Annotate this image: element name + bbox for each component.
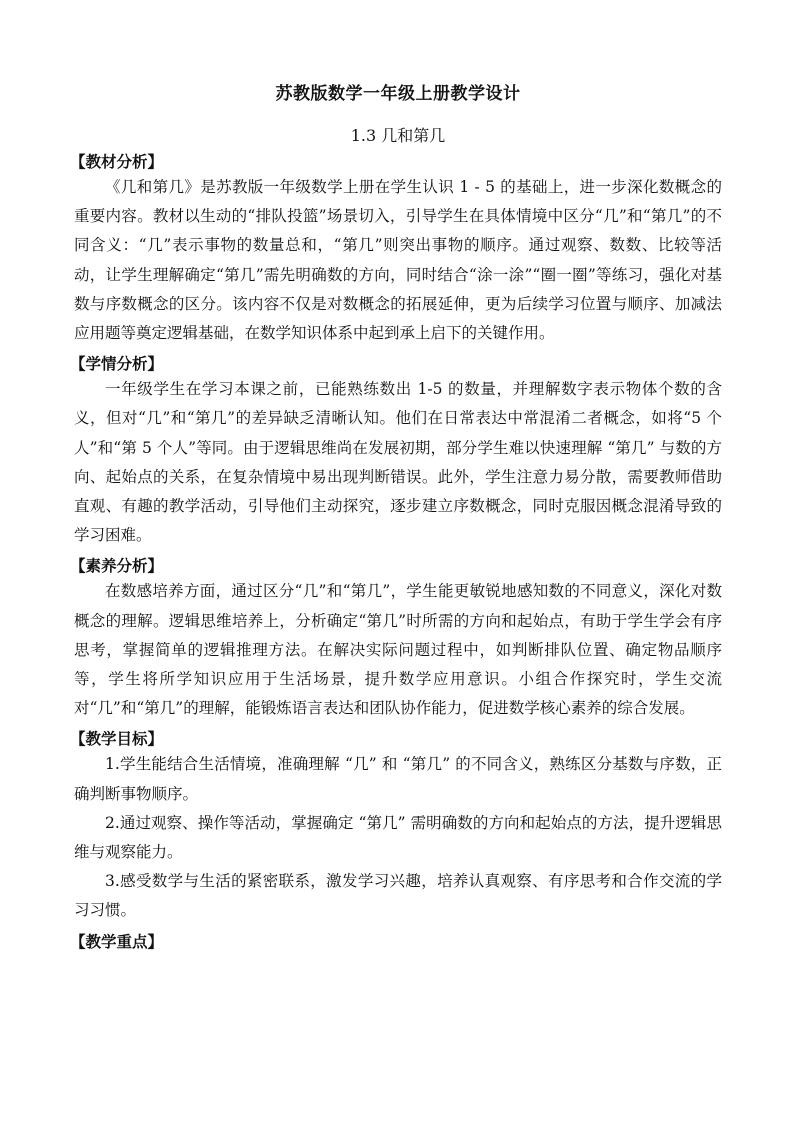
section-teaching-goals [70,728,722,925]
section-heading: 【学情分析】 [70,354,164,374]
section-heading: 【素养分析】 [70,556,164,576]
goal-item: 3.感受数学与生活的紧密联系，激发学习兴趣，培养认真观察、有序思考和合作交流的学习习惯。 [74,872,722,920]
section-literacy-analysis [70,555,722,723]
document-page [70,82,722,953]
document-title: 苏教版数学一年级上册教学设计 [275,84,521,104]
section-paragraph: 在数感培养方面，通过区分“几”和“第几”，学生能更敏锐地感知数的不同意义，深化对数概念的理解。逻辑思维培养上，分析确定“第几”时所需的方向和起始点，有助于学生学会有序思考，掌握简单的逻辑推理方法。在解决实际问题过程中，如判断排队位置、确定物品顺序等，学生将所学知识应用于生活场景，提升数学应用意识。小组合作探究时，学生交流对“几”和“第几”的理解，能锻炼语言表达和团队协作能力，促进数学核心素养的综合发展。 [74,582,722,718]
section-heading: 【教材分析】 [70,152,164,171]
section-paragraph: 一年级学生在学习本课之前，已能熟练数出 1-5 的数量，并理解数字表示物体个数的含义，但对“几”和“第几”的差异缺乏清晰认知。他们在日常表达中常混淆二者概念，如将“5 个人”和“第 5 个人”等同。由于逻辑思维尚在发展初期，部分学生难以快速理解 “第几” 与数的方向、起始点的关系，在复杂情境中易出现判断错误。此外，学生注意力易分散，需要教师借助直观、有趣的教学活动，引导他们主动探究，逐步建立序数概念，同时克服因概念混淆导致的学习困难。 [74,380,722,545]
section-textbook-analysis [70,151,722,348]
section-paragraph: 《几和第几》是苏教版一年级数学上册在学生认识 1 - 5 的基础上，进一步深化数概念的重要内容。教材以生动的“排队投篮”场景切入，引导学生在具体情境中区分“几”和“第几”的不同含义：“几”表示事物的数量总和，“第几”则突出事物的顺序。通过观察、数数、比较等活动，让学生理解确定“第几”需先明确数的方向，同时结合“涂一涂”“圈一圈”等练习，强化对基数与序数概念的区分。该内容不仅是对数概念的拓展延伸，更为后续学习位置与顺序、加减法应用题等奠定逻辑基础，在数学知识体系中起到承上启下的关键作用。 [74,178,722,343]
section-heading: 【教学目标】 [70,729,164,749]
section-learner-analysis [70,353,722,550]
section-heading: 【教学重点】 [70,931,164,951]
section-key-points [70,931,722,953]
goal-item: 1.学生能结合生活情境，准确理解 “几” 和 “第几” 的不同含义，熟练区分基数与序数，正确判断事物顺序。 [74,755,722,803]
lesson-title: 1.3 几和第几 [350,126,446,145]
goal-item: 2.通过观察、操作等活动，掌握确定 “第几” 需明确数的方向和起始点的方法，提升逻辑思维与观察能力。 [74,813,722,862]
